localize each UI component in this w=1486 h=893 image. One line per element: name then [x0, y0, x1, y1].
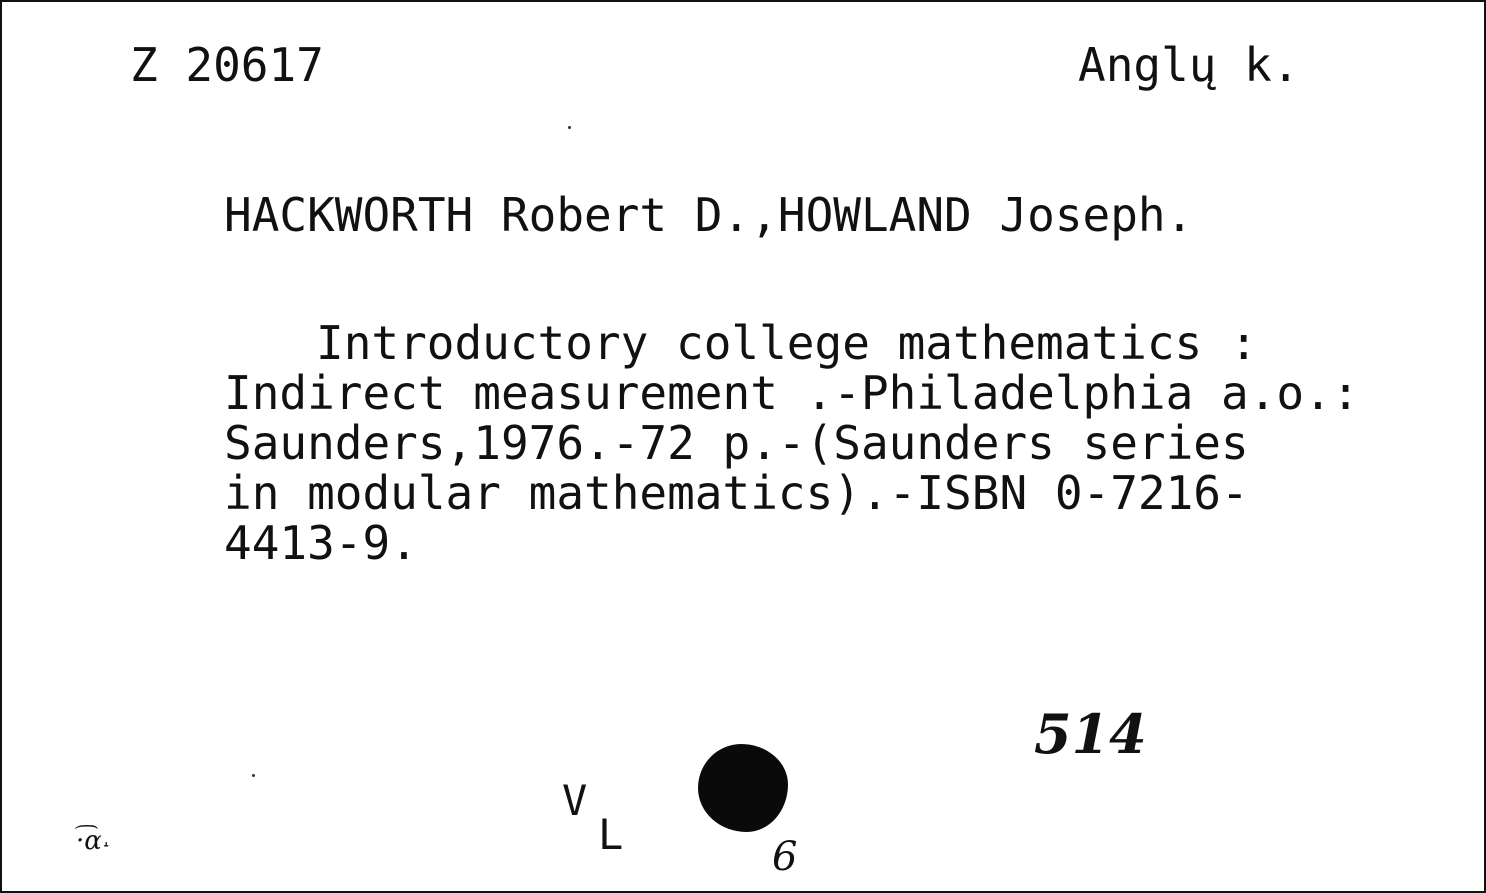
ink-speck — [252, 774, 255, 777]
authors-heading: HACKWORTH Robert D.,HOWLAND Joseph. — [224, 188, 1194, 242]
initial-v: V — [562, 776, 588, 825]
description-line: 4413-9. — [224, 516, 418, 570]
ink-speck — [568, 126, 571, 129]
description-line: in modular mathematics).-ISBN 0-7216- — [224, 466, 1249, 520]
handwritten-mark: ·͡α˔ — [76, 826, 111, 856]
call-number: Z 20617 — [130, 38, 324, 92]
description-line: Saunders,1976.-72 p.-(Saunders series — [224, 416, 1249, 470]
punch-hole-icon — [698, 744, 788, 832]
handwritten-six: 6 — [772, 834, 798, 880]
initial-l: L — [598, 810, 624, 859]
title-line: Introductory college mathematics : — [316, 316, 1258, 370]
handwritten-number: 514 — [1034, 702, 1147, 766]
description-line: Indirect measurement .-Philadelphia a.o.: — [224, 366, 1360, 420]
language-note: Anglų k. — [1078, 38, 1300, 92]
bibliographic-description — [224, 318, 1359, 568]
